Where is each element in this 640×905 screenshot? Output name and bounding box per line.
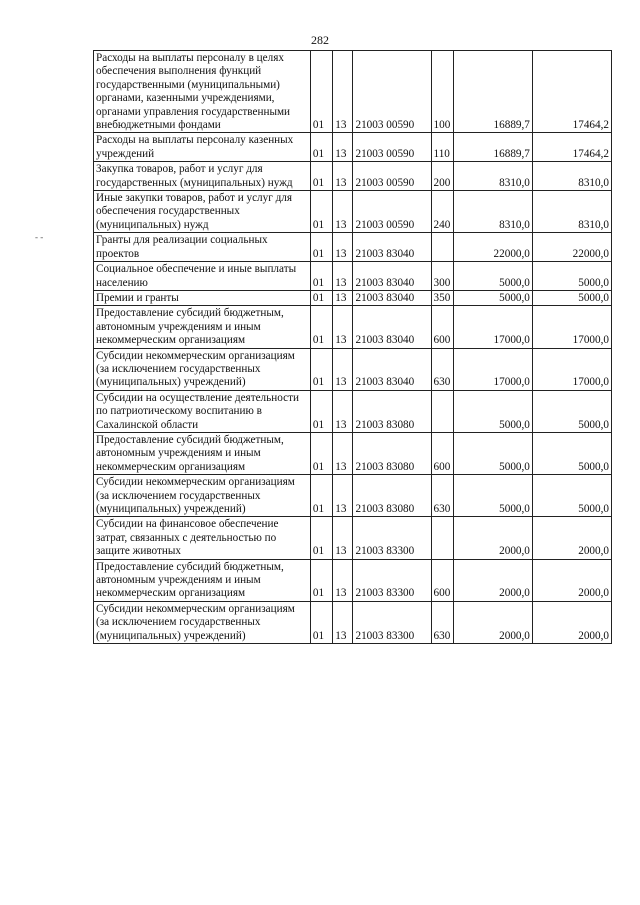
expense-type-code: 630 <box>431 475 453 517</box>
expense-type-code <box>431 233 453 262</box>
expense-name: Социальное обеспечение и иные выплаты населению <box>94 262 311 291</box>
amount-year-2: 2000,0 <box>532 517 611 559</box>
amount-year-1: 5000,0 <box>453 432 532 474</box>
expense-name: Иные закупки товаров, работ и услуг для обеспечения государственных (муниципальных) нужд <box>94 191 311 233</box>
amount-year-2: 17464,2 <box>532 51 611 133</box>
expense-type-code: 100 <box>431 51 453 133</box>
amount-year-1: 17000,0 <box>453 306 532 348</box>
amount-year-1: 5000,0 <box>453 262 532 291</box>
expense-name: Премии и гранты <box>94 290 311 305</box>
subsection-code: 13 <box>333 432 353 474</box>
expense-type-code: 240 <box>431 191 453 233</box>
amount-year-1: 2000,0 <box>453 559 532 601</box>
table-row <box>94 390 612 432</box>
subsection-code: 13 <box>333 233 353 262</box>
expense-name: Субсидии некоммерческим организациям (за исключением государственных (муниципальных) учреждений) <box>94 601 311 643</box>
amount-year-1: 2000,0 <box>453 517 532 559</box>
expense-name: Гранты для реализации социальных проектов <box>94 233 311 262</box>
expense-type-code <box>431 517 453 559</box>
subsection-code: 13 <box>333 191 353 233</box>
table-row <box>94 162 612 191</box>
target-article-code: 21003 00590 <box>353 133 431 162</box>
table-row <box>94 262 612 291</box>
expense-name: Субсидии на осуществление деятельности по патриотическому воспитанию в Сахалинской области <box>94 390 311 432</box>
target-article-code: 21003 83040 <box>353 306 431 348</box>
expense-type-code: 300 <box>431 262 453 291</box>
expense-type-code: 110 <box>431 133 453 162</box>
expense-type-code: 600 <box>431 559 453 601</box>
section-code: 01 <box>310 233 332 262</box>
section-code: 01 <box>310 191 332 233</box>
target-article-code: 21003 83080 <box>353 432 431 474</box>
target-article-code: 21003 83040 <box>353 262 431 291</box>
expense-name: Предоставление субсидий бюджетным, автономным учреждениям и иным некоммерческим организациям <box>94 432 311 474</box>
section-code: 01 <box>310 475 332 517</box>
subsection-code: 13 <box>333 133 353 162</box>
target-article-code: 21003 83040 <box>353 348 431 390</box>
section-code: 01 <box>310 162 332 191</box>
amount-year-2: 8310,0 <box>532 162 611 191</box>
expense-name: Субсидии на финансовое обеспечение затрат, связанных с деятельностью по защите животных <box>94 517 311 559</box>
subsection-code: 13 <box>333 306 353 348</box>
amount-year-1: 17000,0 <box>453 348 532 390</box>
amount-year-2: 5000,0 <box>532 475 611 517</box>
target-article-code: 21003 83300 <box>353 601 431 643</box>
section-code: 01 <box>310 51 332 133</box>
subsection-code: 13 <box>333 559 353 601</box>
amount-year-2: 5000,0 <box>532 432 611 474</box>
table-row <box>94 133 612 162</box>
amount-year-2: 8310,0 <box>532 191 611 233</box>
section-code: 01 <box>310 390 332 432</box>
table-row <box>94 601 612 643</box>
section-code: 01 <box>310 290 332 305</box>
subsection-code: 13 <box>333 290 353 305</box>
target-article-code: 21003 00590 <box>353 162 431 191</box>
table-row <box>94 51 612 133</box>
section-code: 01 <box>310 432 332 474</box>
amount-year-2: 5000,0 <box>532 290 611 305</box>
subsection-code: 13 <box>333 601 353 643</box>
expense-type-code: 630 <box>431 348 453 390</box>
target-article-code: 21003 83040 <box>353 290 431 305</box>
expense-type-code: 630 <box>431 601 453 643</box>
expense-type-code: 200 <box>431 162 453 191</box>
target-article-code: 21003 83040 <box>353 233 431 262</box>
table-row <box>94 306 612 348</box>
target-article-code: 21003 83080 <box>353 475 431 517</box>
amount-year-1: 16889,7 <box>453 133 532 162</box>
target-article-code: 21003 00590 <box>353 191 431 233</box>
amount-year-1: 5000,0 <box>453 475 532 517</box>
amount-year-1: 5000,0 <box>453 290 532 305</box>
scan-mark: - - <box>35 232 44 242</box>
amount-year-1: 2000,0 <box>453 601 532 643</box>
table-row <box>94 432 612 474</box>
section-code: 01 <box>310 306 332 348</box>
amount-year-1: 16889,7 <box>453 51 532 133</box>
table-row <box>94 559 612 601</box>
amount-year-2: 2000,0 <box>532 559 611 601</box>
expense-type-code <box>431 390 453 432</box>
target-article-code: 21003 83300 <box>353 517 431 559</box>
table-row <box>94 233 612 262</box>
subsection-code: 13 <box>333 348 353 390</box>
expense-name: Предоставление субсидий бюджетным, автономным учреждениям и иным некоммерческим организациям <box>94 306 311 348</box>
amount-year-1: 8310,0 <box>453 162 532 191</box>
table-row <box>94 290 612 305</box>
amount-year-2: 17000,0 <box>532 348 611 390</box>
subsection-code: 13 <box>333 51 353 133</box>
target-article-code: 21003 83080 <box>353 390 431 432</box>
section-code: 01 <box>310 262 332 291</box>
section-code: 01 <box>310 517 332 559</box>
amount-year-2: 22000,0 <box>532 233 611 262</box>
expense-name: Закупка товаров, работ и услуг для государственных (муниципальных) нужд <box>94 162 311 191</box>
expense-type-code: 350 <box>431 290 453 305</box>
expense-name: Расходы на выплаты персоналу в целях обеспечения выполнения функций государственными (муниципальными) органами, казенными учреждениями, органами управления государственными внебюджетными фондами <box>94 51 311 133</box>
section-code: 01 <box>310 133 332 162</box>
table-row <box>94 191 612 233</box>
budget-table-body <box>94 51 612 644</box>
amount-year-1: 5000,0 <box>453 390 532 432</box>
expense-name: Расходы на выплаты персоналу казенных учреждений <box>94 133 311 162</box>
expense-type-code: 600 <box>431 432 453 474</box>
subsection-code: 13 <box>333 390 353 432</box>
expense-name: Субсидии некоммерческим организациям (за исключением государственных (муниципальных) учреждений) <box>94 348 311 390</box>
expense-name: Предоставление субсидий бюджетным, автономным учреждениям и иным некоммерческим организациям <box>94 559 311 601</box>
subsection-code: 13 <box>333 475 353 517</box>
amount-year-1: 22000,0 <box>453 233 532 262</box>
amount-year-2: 17464,2 <box>532 133 611 162</box>
page-number: 282 <box>311 33 329 47</box>
amount-year-2: 5000,0 <box>532 390 611 432</box>
target-article-code: 21003 00590 <box>353 51 431 133</box>
expense-type-code: 600 <box>431 306 453 348</box>
target-article-code: 21003 83300 <box>353 559 431 601</box>
table-row <box>94 475 612 517</box>
expense-name: Субсидии некоммерческим организациям (за исключением государственных (муниципальных) учреждений) <box>94 475 311 517</box>
subsection-code: 13 <box>333 262 353 291</box>
amount-year-2: 2000,0 <box>532 601 611 643</box>
subsection-code: 13 <box>333 517 353 559</box>
section-code: 01 <box>310 348 332 390</box>
section-code: 01 <box>310 559 332 601</box>
table-row <box>94 517 612 559</box>
amount-year-2: 17000,0 <box>532 306 611 348</box>
budget-table <box>93 50 612 644</box>
subsection-code: 13 <box>333 162 353 191</box>
amount-year-2: 5000,0 <box>532 262 611 291</box>
section-code: 01 <box>310 601 332 643</box>
amount-year-1: 8310,0 <box>453 191 532 233</box>
table-row <box>94 348 612 390</box>
